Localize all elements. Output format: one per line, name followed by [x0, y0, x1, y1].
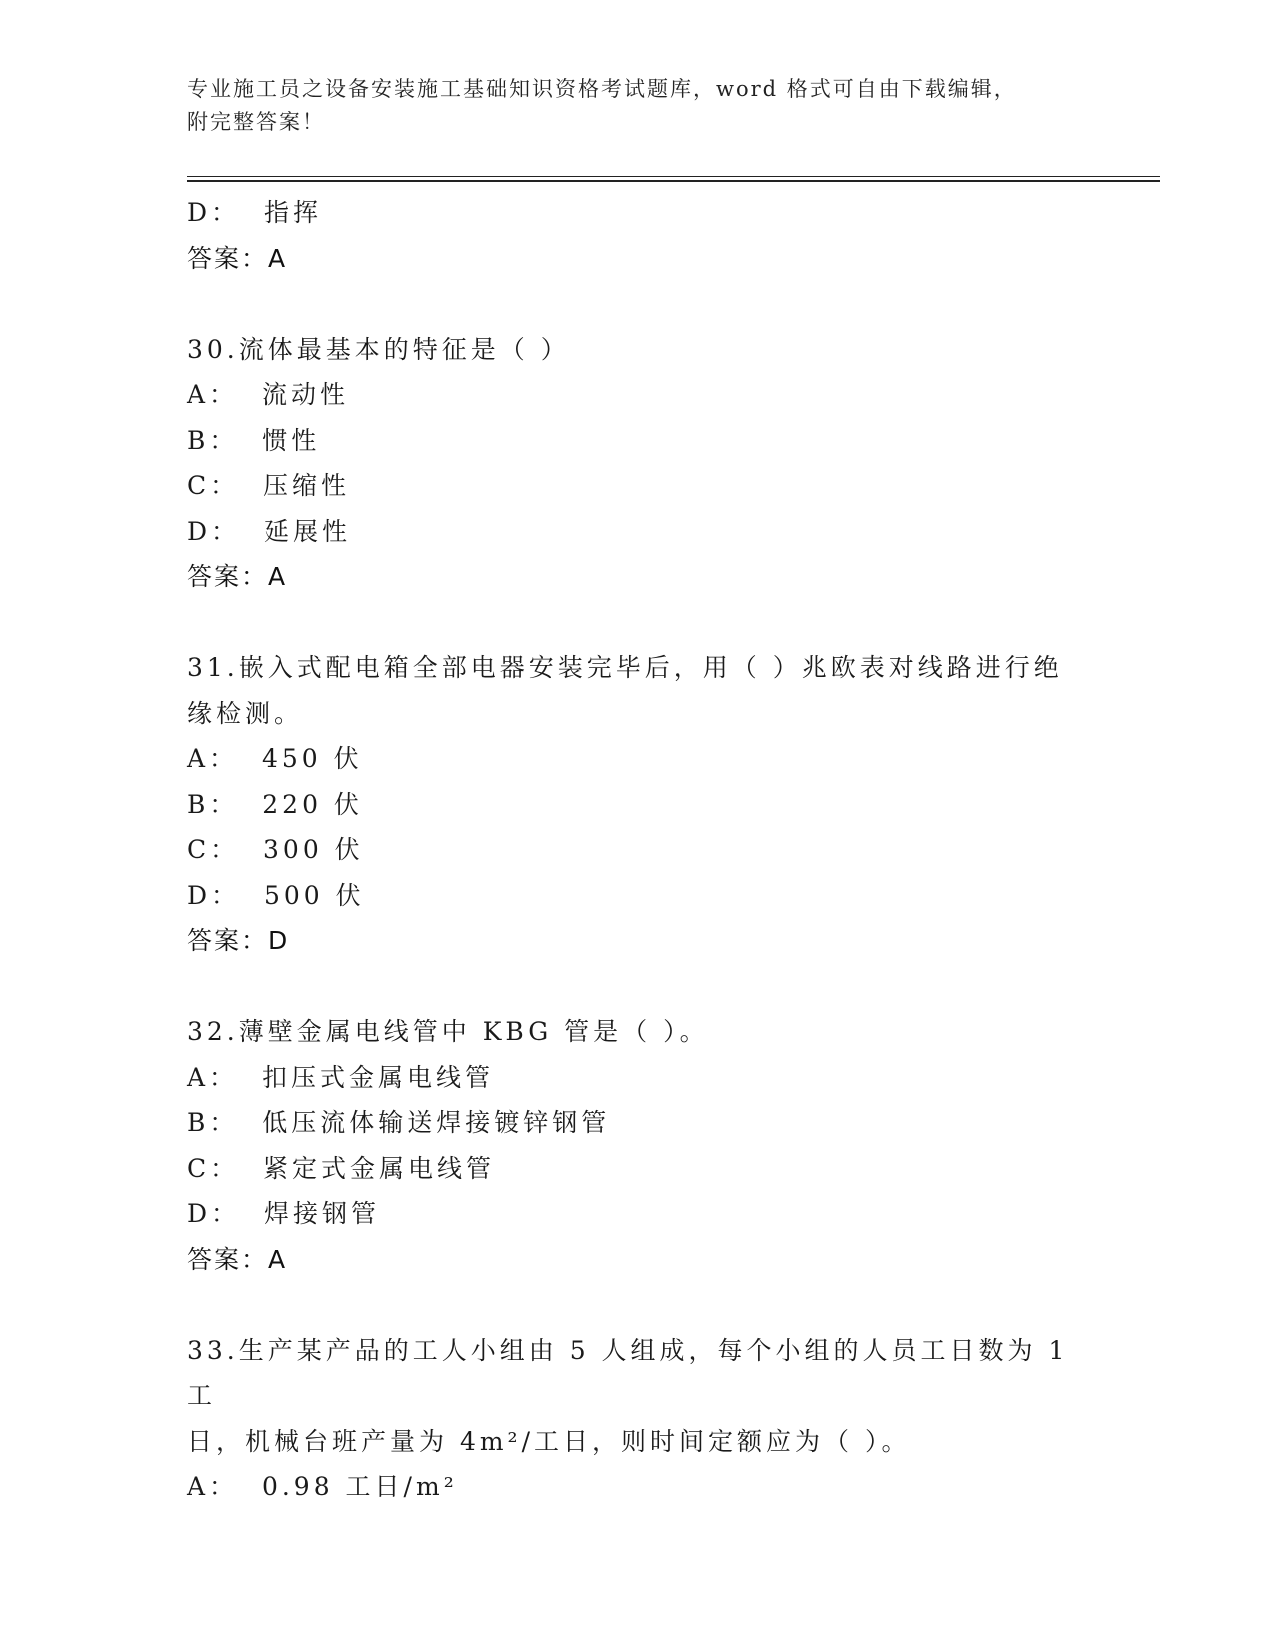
option-d: D： 焊接钢管	[187, 1199, 380, 1228]
option-c: C： 压缩性	[187, 471, 351, 500]
answer-line: 答案：D	[187, 926, 290, 955]
option-d: D： 指挥	[187, 198, 322, 227]
question-text-line-1: 31.嵌入式配电箱全部电器安装完毕后，用（ ）兆欧表对线路进行绝	[187, 653, 1063, 682]
previous-question-tail	[187, 190, 1087, 281]
option-b: B： 220 伏	[187, 789, 363, 819]
option-a: A： 流动性	[187, 380, 349, 409]
answer-line: 答案：A	[187, 243, 288, 273]
option-b: B： 低压流体输送焊接镀锌钢管	[187, 1108, 611, 1137]
document-header	[187, 73, 1087, 139]
spacer	[187, 281, 1087, 327]
spacer	[187, 1282, 1087, 1328]
option-a: A： 450 伏	[187, 744, 363, 773]
question-text-line-2: 缘检测。	[187, 698, 304, 728]
spacer	[187, 600, 1087, 646]
header-line-1: 专业施工员之设备安装施工基础知识资格考试题库，word 格式可自由下载编辑，	[187, 77, 1017, 101]
option-d: D： 延展性	[187, 516, 351, 546]
option-d: D： 500 伏	[187, 880, 365, 910]
question-list	[187, 190, 1087, 1510]
question-33	[187, 1328, 1087, 1510]
question-30	[187, 327, 1087, 600]
header-divider-thick	[187, 180, 1160, 182]
option-b: B： 惯性	[187, 425, 321, 455]
question-text-line-2: 日，机械台班产量为 4m²/工日，则时间定额应为（ ）。	[187, 1426, 911, 1456]
question-text: 32.薄壁金属电线管中 KBG 管是（ ）。	[187, 1017, 709, 1046]
question-text: 30.流体最基本的特征是（ ）	[187, 334, 570, 364]
question-31	[187, 645, 1087, 964]
option-a: A： 扣压式金属电线管	[187, 1062, 494, 1092]
answer-line: 答案：A	[187, 562, 288, 591]
question-text-line-1: 33.生产某产品的工人小组由 5 人组成，每个小组的人员工日数为 1 工	[187, 1335, 1069, 1410]
option-c: C： 300 伏	[187, 835, 364, 864]
header-divider-thin	[187, 176, 1160, 177]
header-line-2: 附完整答案！	[187, 110, 325, 134]
option-c: C： 紧定式金属电线管	[187, 1153, 496, 1183]
spacer	[187, 964, 1087, 1010]
option-a: A： 0.98 工日/m²	[187, 1472, 458, 1501]
question-32	[187, 1009, 1087, 1282]
answer-line: 答案：A	[187, 1244, 288, 1274]
